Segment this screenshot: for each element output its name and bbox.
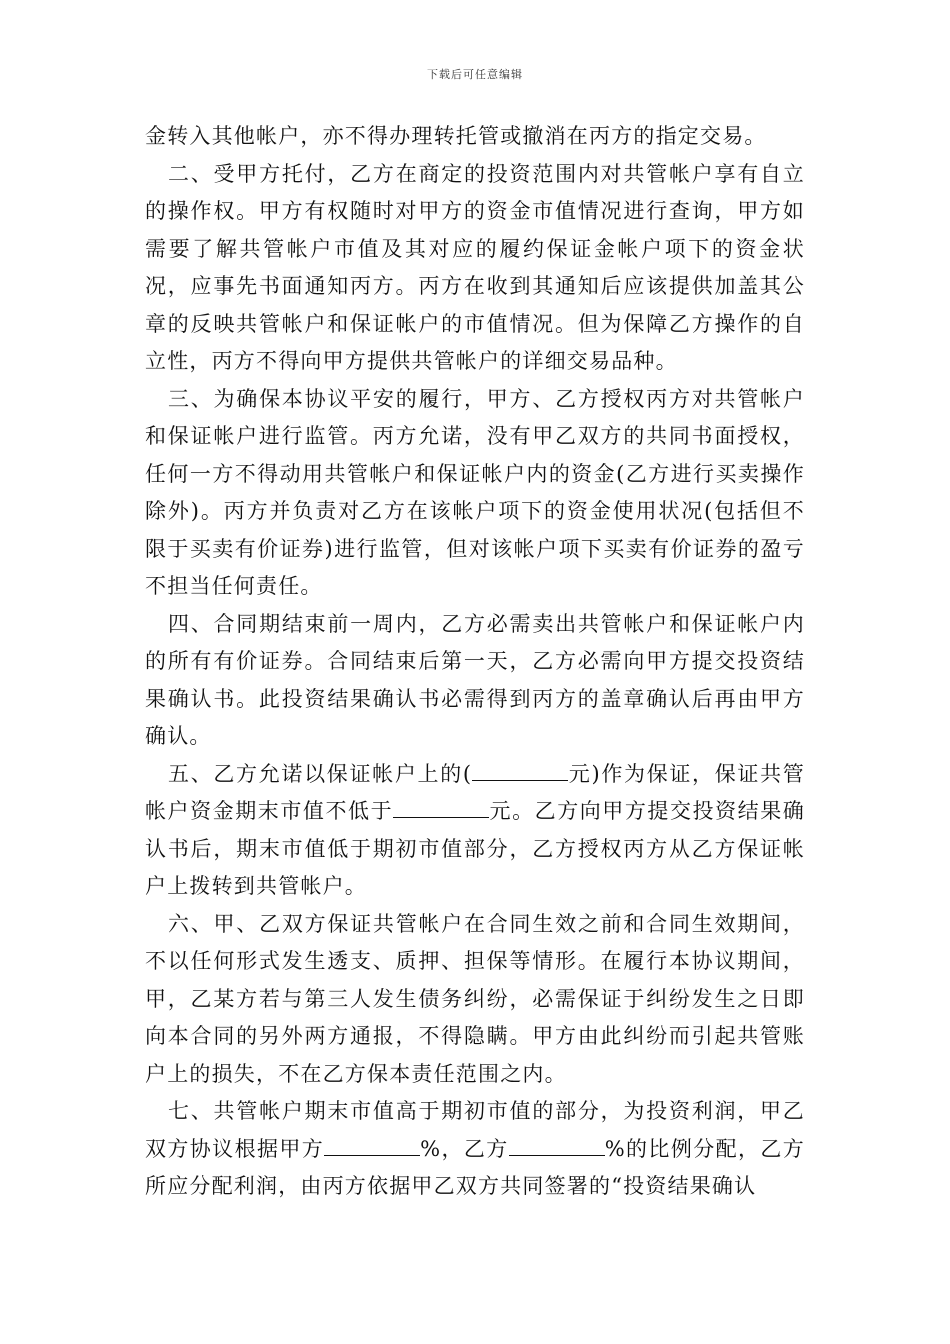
party-b-share-blank bbox=[509, 1133, 605, 1156]
paragraph-1-continuation: 金转入其他帐户，亦不得办理转托管或撤消在丙方的指定交易。 bbox=[145, 124, 767, 148]
paragraph-5 bbox=[145, 756, 805, 906]
document-body bbox=[145, 118, 805, 1206]
paragraph-7-part-b: %，乙方 bbox=[420, 1136, 509, 1161]
paragraph-4: 四、合同期结束前一周内，乙方必需卖出共管帐户和保证帐户内的所有有价证券。合同结束后第一天，乙方必需向甲方提交投资结果确认书。此投资结果确认书必需得到丙方的盖章确认后再由甲方确认。 bbox=[145, 611, 805, 748]
paragraph-3: 三、为确保本协议平安的履行，甲方、乙方授权丙方对共管帐户和保证帐户进行监管。丙方允诺，没有甲乙双方的共同书面授权，任何一方不得动用共管帐户和保证帐户内的资金(乙方进行买卖操作除外)。丙方并负责对乙方在该帐户项下的资金使用状况(包括但不限于买卖有价证券)进行监管，但对该帐户项下买卖有价证券的盈亏不担当任何责任。 bbox=[145, 386, 805, 598]
paragraph-7-part-c: %的比例分配，乙方所应分配利润，由丙方依据甲乙双方共同签署的“投资结果确认 bbox=[145, 1136, 805, 1198]
paragraph-5-part-c: 元。乙方向甲方提交投资结果确认书后，期末市值低于期初市值部分，乙方授权丙方从乙方保证帐户上拨转到共管帐户。 bbox=[145, 799, 805, 898]
page-header-note: 下载后可任意编辑 bbox=[427, 68, 523, 81]
paragraph-6: 六、甲、乙双方保证共管帐户在合同生效之前和合同生效期间，不以任何形式发生透支、质押、担保等情形。在履行本协议期间，甲，乙某方若与第三人发生债务纠纷，必需保证于纠纷发生之日即向本合同的另外两方通报，不得隐瞒。甲方由此纠纷而引起共管账户上的损失，不在乙方保本责任范围之内。 bbox=[145, 911, 805, 1086]
paragraph-5-part-b: 元)作为保证，保证共管帐户资金期末市值不低于 bbox=[145, 761, 805, 823]
paragraph-5-part-a: 五、乙方允诺以保证帐户上的( bbox=[168, 761, 473, 786]
guarantee-amount-blank bbox=[472, 758, 568, 781]
party-a-share-blank bbox=[324, 1133, 420, 1156]
minimum-value-blank bbox=[393, 795, 489, 818]
paragraph-2: 二、受甲方托付，乙方在商定的投资范围内对共管帐户享有自立的操作权。甲方有权随时对甲方的资金市值情况进行查询，甲方如需要了解共管帐户市值及其对应的履约保证金帐户项下的资金状况，应事先书面通知丙方。丙方在收到其通知后应该提供加盖其公章的反映共管帐户和保证帐户的市值情况。但为保障乙方操作的自立性，丙方不得向甲方提供共管帐户的详细交易品种。 bbox=[145, 161, 805, 373]
paragraph-7-part-a: 七、共管帐户期末市值高于期初市值的部分，为投资利润，甲乙双方协议根据甲方 bbox=[145, 1099, 805, 1161]
paragraph-7 bbox=[145, 1093, 805, 1206]
